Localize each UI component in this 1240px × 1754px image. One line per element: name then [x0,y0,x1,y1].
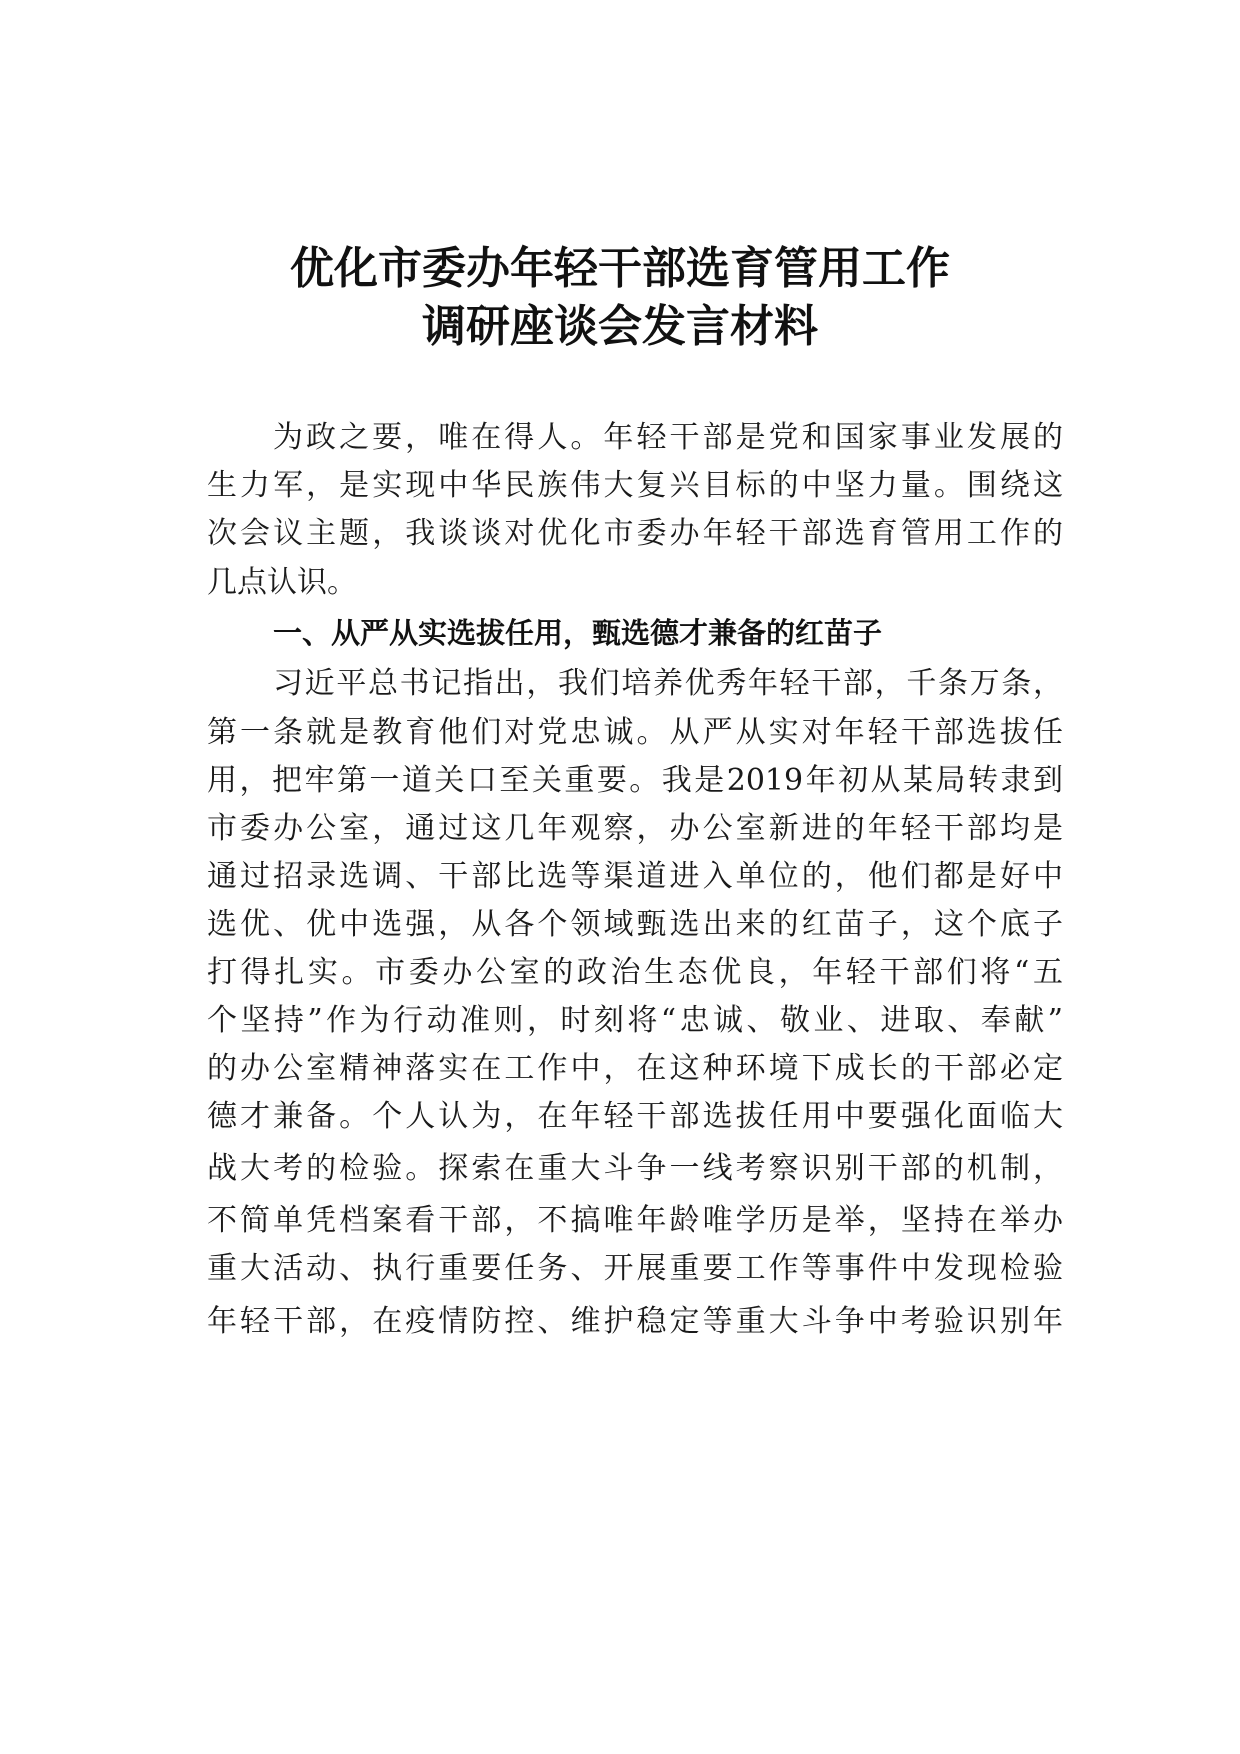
intro-line-3: 次会议主题，我谈谈对优化市委办年轻干部选育管用工作的 [207,516,1063,551]
section1-line-13: 重大活动、执行重要任务、开展重要工作等事件中发现检验 [207,1251,1063,1286]
title-line-2: 调研座谈会发言材料 [422,301,818,352]
section1-line-6: 选优、优中选强，从各个领域甄选出来的红苗子，这个底子 [207,907,1063,942]
section1-line-12: 不简单凭档案看干部，不搞唯年龄唯学历是举，坚持在举办 [207,1203,1063,1238]
section1-line-1: 习近平总书记指出，我们培养优秀年轻干部，千条万条， [273,666,1063,701]
intro-line-2: 生力军，是实现中华民族伟大复兴目标的中坚力量。围绕这 [207,468,1063,503]
document-title [0,240,1240,356]
section1-line-11: 战大考的检验。探索在重大斗争一线考察识别干部的机制， [207,1151,1063,1186]
section1-line-8: 个坚持”作为行动准则，时刻将“忠诚、敬业、进取、奉献” [207,1003,1063,1038]
section1-line-7: 打得扎实。市委办公室的政治生态优良，年轻干部们将“五 [207,955,1063,990]
section1-line-9: 的办公室精神落实在工作中，在这种环境下成长的干部必定 [207,1051,1063,1086]
section1-line-2: 第一条就是教育他们对党忠诚。从严从实对年轻干部选拔任 [207,715,1063,750]
section-heading-1: 一、从严从实选拔任用，甄选德才兼备的红苗子 [273,616,883,650]
title-line-1: 优化市委办年轻干部选育管用工作 [290,243,950,294]
section1-line-3: 用，把牢第一道关口至关重要。我是2019年初从某局转隶到 [207,763,1063,798]
section1-line-14: 年轻干部，在疫情防控、维护稳定等重大斗争中考验识别年 [207,1304,1063,1339]
intro-line-1: 为政之要，唯在得人。年轻干部是党和国家事业发展的 [273,420,1063,455]
section1-line-10: 德才兼备。个人认为，在年轻干部选拔任用中要强化面临大 [207,1099,1063,1134]
section1-line-5: 通过招录选调、干部比选等渠道进入单位的，他们都是好中 [207,859,1063,894]
intro-line-4: 几点认识。 [207,565,357,600]
section1-line-4: 市委办公室，通过这几年观察，办公室新进的年轻干部均是 [207,811,1063,846]
